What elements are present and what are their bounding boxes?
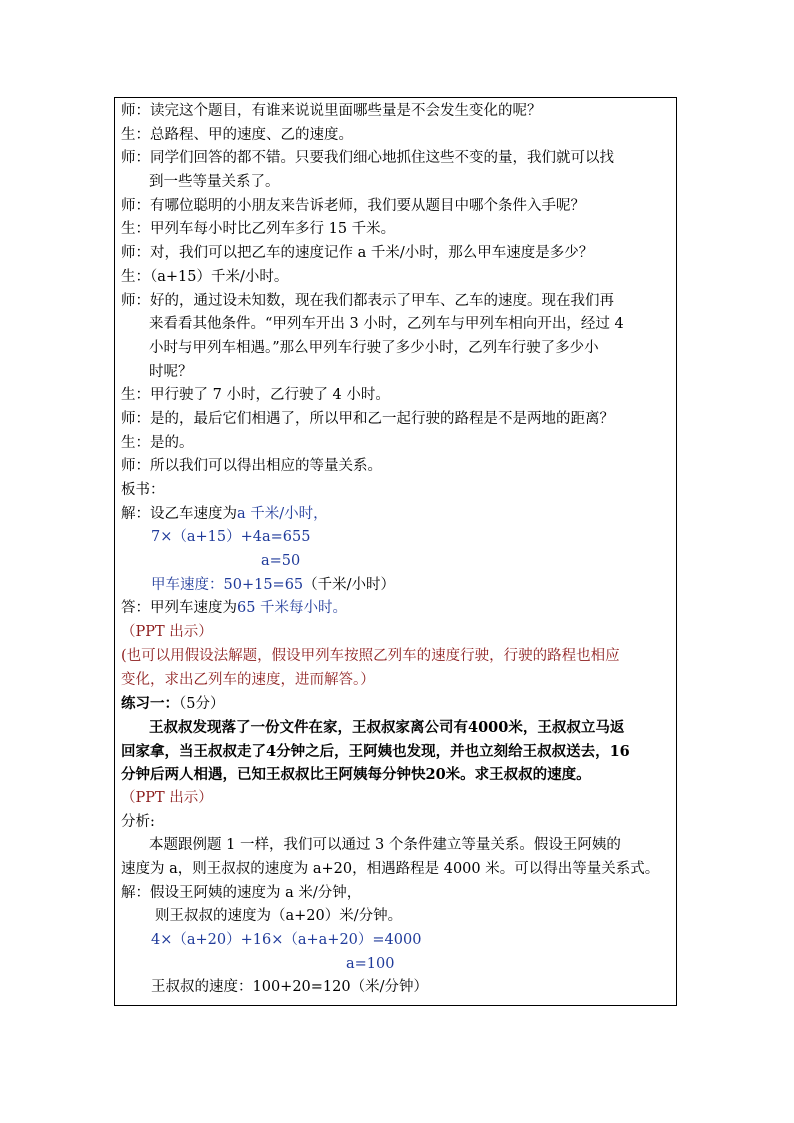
dialog-line: 生：（a+15）千米/小时。 (121, 268, 289, 285)
dialog-line: 生：是的。 (121, 434, 194, 451)
exercise-text: 分钟后两人相遇，已知王叔叔比王阿姨每分钟快20米。求王叔叔的速度。 (121, 766, 591, 784)
solution-line: 解：设乙车速度为a 千米/小时， (121, 505, 328, 522)
speed-line: 甲车速度：50+15=65（千米/小时） (151, 576, 396, 593)
equation-result: a=100 (346, 955, 395, 972)
dialog-line: 师：同学们回答的都不错。只要我们细心地抓住这些不变的量，我们就可以找 (121, 150, 614, 167)
equation-line: 7×（a+15）+4a=655 (151, 529, 311, 546)
answer-line: 答：甲列车速度为65 千米每小时。 (121, 600, 348, 617)
analysis-heading: 分析: (121, 813, 155, 830)
equation-line: 4×（a+20）+16×（a+a+20）=4000 (151, 932, 422, 949)
dialog-line: 师：好的，通过设未知数，现在我们都表示了甲车、乙车的速度。现在我们再 (121, 292, 614, 309)
dialog-line: 师：是的，最后它们相遇了，所以甲和乙一起行驶的路程是不是两地的距离？ (121, 410, 614, 427)
analysis-text: 速度为 a，则王叔叔的速度为 a+20，相遇路程是 4000 米。可以得出等量关系式。 (121, 861, 660, 877)
ppt-note: （PPT 出示） (121, 624, 213, 641)
board-heading: 板书： (121, 482, 165, 498)
solution-line: 解：假设王阿姨的速度为 a 米/分钟， (121, 884, 362, 901)
dialog-line: 到一些等量关系了。 (149, 174, 280, 191)
dialog-line: 生：总路程、甲的速度、乙的速度。 (121, 126, 353, 143)
dialog-line: 小时与甲列车相遇。”那么甲列车行驶了多少小时，乙列车行驶了多少小 (149, 339, 599, 356)
hint-line: (也可以用假设法解题，假设甲列车按照乙列车的速度行驶，行驶的路程也相应 (121, 647, 620, 664)
dialog-line: 来看看其他条件。“甲列车开出 3 小时，乙列车与甲列车相向开出，经过 4 (149, 316, 624, 333)
exercise-text: 回家拿，当王叔叔走了4分钟之后，王阿姨也发现，并也立刻给王叔叔送去，16 (121, 742, 630, 760)
hint-line: 变化，求出乙列车的速度，进而解答。） (121, 671, 375, 688)
lesson-content (121, 100, 670, 1000)
dialog-line: 生：甲行驶了 7 小时，乙行驶了 4 小时。 (121, 387, 390, 404)
lesson-plan-cell (114, 97, 677, 1006)
dialog-line: 生：甲列车每小时比乙列车多行 15 千米。 (121, 221, 396, 238)
ppt-note: （PPT 出示） (121, 789, 213, 806)
speed-line: 王叔叔的速度：100+20=120（米/分钟） (151, 979, 428, 996)
dialog-line: 师：对，我们可以把乙车的速度记作 a 千米/小时，那么甲车速度是多少？ (121, 245, 594, 262)
equation-result: a=50 (261, 553, 301, 570)
analysis-text: 本题跟例题 1 一样，我们可以通过 3 个条件建立等量关系。假设王阿姨的 (149, 837, 621, 854)
exercise-heading: 练习一：（5分） (121, 695, 225, 713)
solution-line: 则王叔叔的速度为（a+20）米/分钟。 (155, 908, 403, 925)
dialog-line: 师：所以我们可以得出相应的等量关系。 (121, 458, 382, 475)
exercise-text: 王叔叔发现落了一份文件在家，王叔叔家离公司有4000米，王叔叔立马返 (149, 718, 625, 736)
dialog-line: 师：读完这个题目，有谁来说说里面哪些量是不会发生变化的呢？ (121, 103, 542, 119)
dialog-line: 师：有哪位聪明的小朋友来告诉老师，我们要从题目中哪个条件入手呢？ (121, 197, 585, 214)
dialog-line: 时呢？ (149, 363, 193, 380)
